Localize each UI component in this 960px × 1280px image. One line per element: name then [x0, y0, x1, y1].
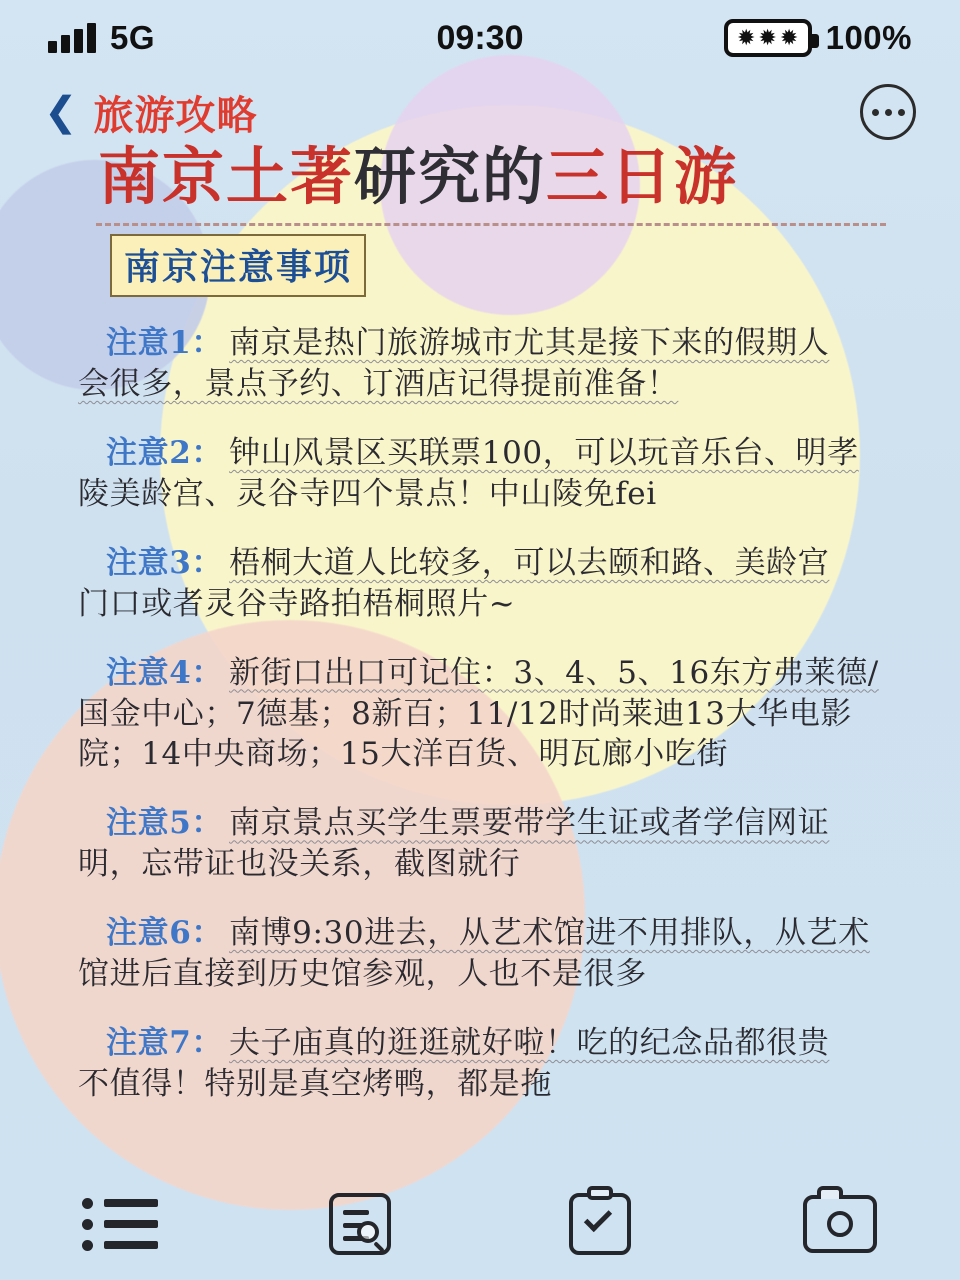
battery-percent-label: 100%	[825, 19, 912, 56]
camera-icon[interactable]	[785, 1184, 895, 1264]
note-item	[78, 301, 890, 405]
note-line: 南京景点买学生票要带学生证或者学信网证	[228, 805, 830, 842]
bottom-toolbar	[0, 1168, 960, 1280]
headline-part-3: 三日游	[546, 140, 739, 213]
network-label: 5G	[110, 19, 156, 56]
note-label: 注意1：	[106, 325, 223, 362]
chevron-left-icon[interactable]: ❮	[44, 90, 78, 134]
headline-part-1: 南京土著	[98, 140, 355, 213]
note-content	[0, 140, 960, 1190]
note-label: 注意2：	[106, 434, 223, 471]
note-line: 会很多，景点予约、订酒店记得提前准备！	[78, 366, 679, 403]
note-label: 注意4：	[106, 654, 223, 691]
status-clock: 09:30	[436, 18, 524, 57]
note-line: 馆进后直接到历史馆参观，人也不是很多	[78, 956, 647, 993]
note-line: 南京是热门旅游城市尤其是接下来的假期人	[228, 325, 830, 362]
note-headline	[98, 140, 890, 213]
note-line: 梧桐大道人比较多，可以去颐和路、美龄宫	[228, 544, 830, 581]
note-line: 陵美龄宫、灵谷寺四个景点！中山陵免fei	[78, 475, 657, 512]
note-item	[78, 631, 890, 776]
note-item	[78, 891, 890, 995]
note-item	[78, 1001, 890, 1105]
note-label: 注意6：	[106, 915, 223, 952]
battery-full-icon: ✹ ✹ ✹	[724, 19, 812, 57]
note-search-icon[interactable]	[305, 1184, 415, 1264]
note-item	[78, 521, 890, 625]
page-title: 旅游攻略	[93, 92, 258, 139]
more-horizontal-icon[interactable]	[860, 84, 916, 140]
headline-part-2: 研究的	[354, 140, 547, 213]
signal-bars-icon	[48, 23, 96, 53]
note-item	[78, 411, 890, 515]
note-line: 院；14中央商场；15大洋百货、明瓦廊小吃街	[78, 736, 729, 773]
clipboard-check-icon[interactable]	[545, 1184, 655, 1264]
nav-bar	[0, 76, 960, 148]
note-line: 新街口出口可记住：3、4、5、16东方弗莱德/	[228, 654, 879, 691]
headline-divider	[96, 223, 886, 226]
list-icon[interactable]	[65, 1184, 175, 1264]
section-title: 南京注意事项	[110, 234, 366, 297]
section-title-wrap	[110, 234, 890, 297]
note-line: 明，忘带证也没关系，截图就行	[78, 846, 521, 883]
note-line: 国金中心；7德基；8新百；11/12时尚莱迪13大华电影	[78, 695, 853, 732]
note-line: 门口或者灵谷寺路拍梧桐照片~	[78, 585, 516, 622]
note-label: 注意5：	[106, 805, 223, 842]
note-line: 钟山风景区买联票100，可以玩音乐台、明孝	[228, 434, 859, 471]
status-bar	[0, 0, 960, 76]
note-label: 注意7：	[106, 1024, 223, 1061]
note-item	[78, 781, 890, 885]
note-line: 南博9:30进去，从艺术馆进不用排队，从艺术	[228, 915, 870, 952]
note-line: 夫子庙真的逛逛就好啦！吃的纪念品都很贵	[228, 1024, 830, 1061]
note-label: 注意3：	[106, 544, 223, 581]
note-line: 不值得！特别是真空烤鸭，都是拖	[78, 1065, 552, 1102]
